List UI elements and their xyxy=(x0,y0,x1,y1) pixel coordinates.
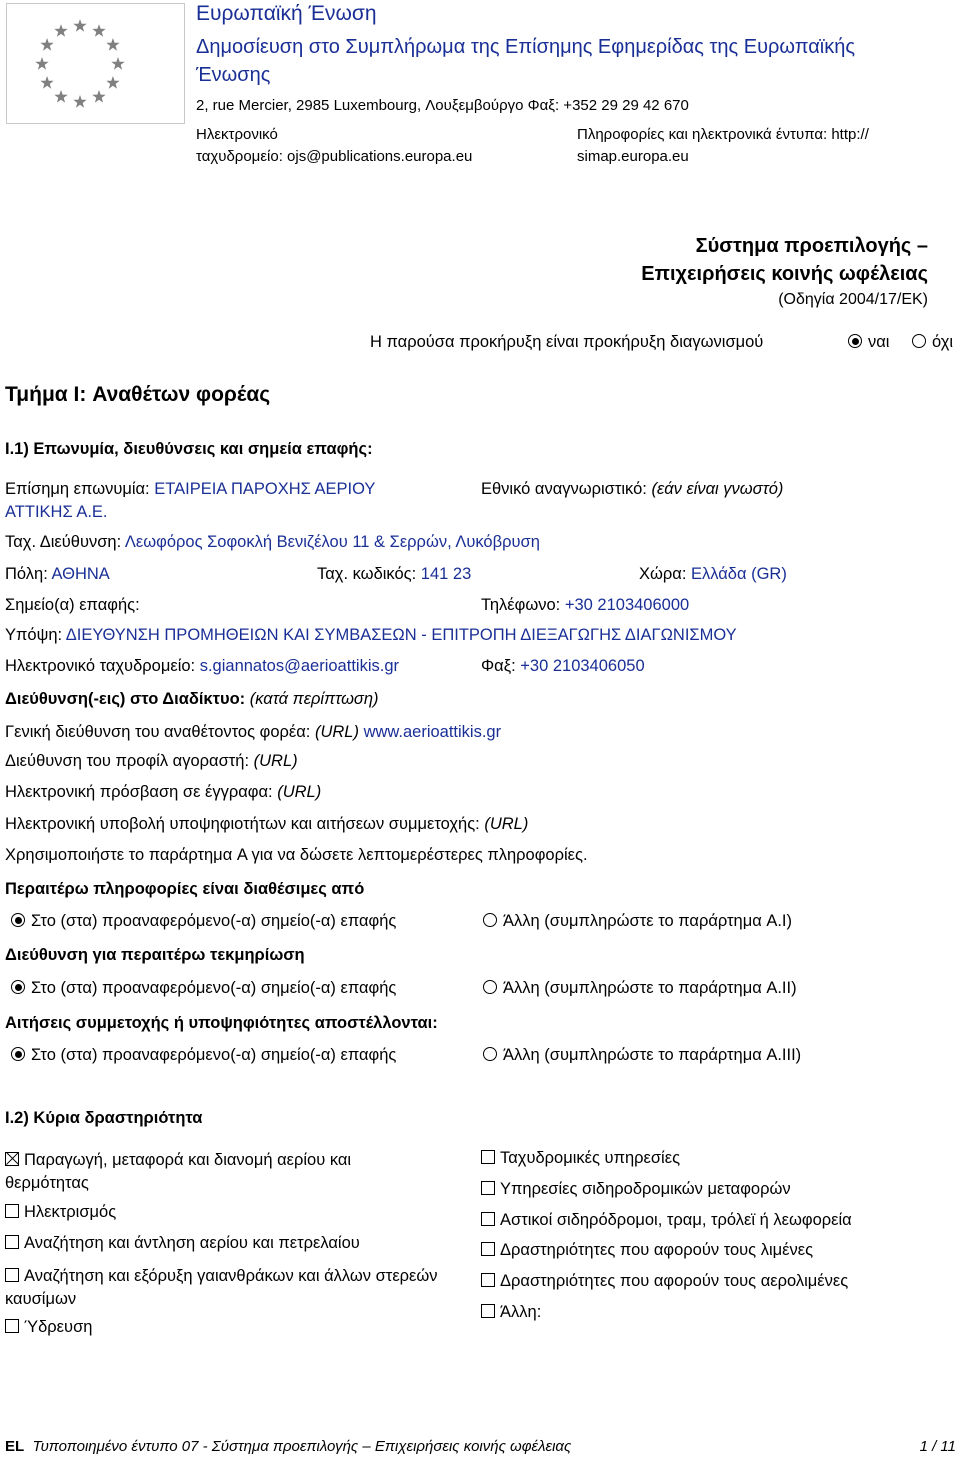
header-email-line2: ταχυδρομείο: ojs@publications.europa.eu xyxy=(196,148,473,165)
contact-point-label: Σημείο(α) επαφής: xyxy=(5,596,140,614)
eu-stars-icon xyxy=(7,4,184,123)
activity-right-4[interactable]: Δραστηριότητες που αφορούν τους αερολιμένες xyxy=(481,1272,848,1291)
docs-title: Διεύθυνση για περαιτέρω τεκμηρίωση xyxy=(5,946,305,964)
star-icon xyxy=(111,57,124,70)
national-id-row: Εθνικό αναγνωριστικό: (εάν είναι γνωστό) xyxy=(481,480,784,498)
postcode-row: Ταχ. κωδικός: 141 23 xyxy=(317,565,472,583)
further-info-title: Περαιτέρω πληροφορίες είναι διαθέσιμες από xyxy=(5,880,365,898)
attention-value: ΔΙΕΥΘΥΝΣΗ ΠΡΟΜΗΘΕΙΩΝ ΚΑΙ ΣΥΜΒΑΣΕΩΝ - ΕΠΙΤΡΟΠΗ ΔΙΕΞΑΓΩΓΗΣ ΔΙΑΓΩΝΙΣΜΟΥ xyxy=(65,626,737,644)
header-email-line1: Ηλεκτρονικό xyxy=(196,126,278,143)
phone-value: +30 2103406000 xyxy=(564,596,690,614)
annex-note: Χρησιμοποιήστε το παράρτημα A για να δώσετε λεπτομερέστερες πληροφορίες. xyxy=(5,846,588,864)
phone-row: Τηλέφωνο: +30 2103406000 xyxy=(481,596,690,614)
subsection-1-2-title: I.2) Κύρια δραστηριότητα xyxy=(5,1109,203,1127)
activity-right-1[interactable]: Υπηρεσίες σιδηροδρομικών μεταφορών xyxy=(481,1180,791,1199)
postcode-value: 141 23 xyxy=(420,565,472,583)
electronic-submission-row: Ηλεκτρονική υποβολή υποψηφιοτήτων και αιτήσεων συμμετοχής: (URL) xyxy=(5,815,529,833)
email-row: Ηλεκτρονικό ταχυδρομείο: s.giannatos@aerioattikis.gr xyxy=(5,657,399,675)
activity-right-5[interactable]: Άλλη: xyxy=(481,1303,541,1322)
header-info-line2: simap.europa.eu xyxy=(577,148,689,165)
notice-yes-option[interactable]: ναι xyxy=(848,333,889,352)
radio-selected-icon[interactable] xyxy=(11,980,25,994)
further-info-above-option[interactable]: Στο (στα) προαναφερόμενο(-α) σημείο(-α) επαφής xyxy=(11,912,396,931)
subsection-1-1-title: I.1) Επωνυμία, διευθύνσεις και σημεία επαφής: xyxy=(5,440,373,458)
radio-unselected-icon[interactable] xyxy=(483,1047,497,1061)
checkbox-icon[interactable] xyxy=(5,1268,19,1282)
eu-emblem xyxy=(6,3,185,124)
form-title-line1: Σύστημα προεπιλογής – xyxy=(695,235,928,257)
radio-unselected-icon[interactable] xyxy=(483,913,497,927)
form-directive: (Οδηγία 2004/17/ΕΚ) xyxy=(778,291,928,308)
star-icon xyxy=(35,57,48,70)
activity-left-2[interactable]: Αναζήτηση και άντληση αερίου και πετρελαίου xyxy=(5,1234,360,1253)
footer xyxy=(5,1438,571,1455)
country-row: Χώρα: Ελλάδα (GR) xyxy=(639,565,787,583)
applications-title: Αιτήσεις συμμετοχής ή υποψηφιότητες αποστέλλονται: xyxy=(5,1014,438,1032)
radio-selected-icon[interactable] xyxy=(11,913,25,927)
checkbox-icon[interactable] xyxy=(5,1319,19,1333)
checkbox-icon[interactable] xyxy=(481,1242,495,1256)
star-icon xyxy=(54,24,67,37)
fax-row: Φαξ: +30 2103406050 xyxy=(481,657,645,675)
star-icon xyxy=(40,38,53,51)
docs-above-option[interactable]: Στο (στα) προαναφερόμενο(-α) σημείο(-α) επαφής xyxy=(11,979,396,998)
checkbox-icon[interactable] xyxy=(5,1235,19,1249)
official-name-row: Επίσημη επωνυμία: ΕΤΑΙΡΕΙΑ ΠΑΡΟΧΗΣ ΑΕΡΙΟΥ xyxy=(5,480,376,498)
applications-other-option[interactable]: Άλλη (συμπληρώστε το παράρτημα A.III) xyxy=(483,1046,801,1065)
notice-question-label: Η παρούσα προκήρυξη είναι προκήρυξη διαγωνισμού xyxy=(370,333,764,351)
general-address-link[interactable]: www.aerioattikis.gr xyxy=(363,723,502,741)
header-address: 2, rue Mercier, 2985 Luxembourg, Λουξεμβούργο Φαξ: +352 29 29 42 670 xyxy=(196,97,689,114)
footer-lang: EL xyxy=(5,1438,25,1455)
city-row: Πόλη: ΑΘΗΝΑ xyxy=(5,565,110,583)
form-title-line2: Επιχειρήσεις κοινής ωφέλειας xyxy=(641,263,928,285)
activity-right-0[interactable]: Ταχυδρομικές υπηρεσίες xyxy=(481,1149,680,1168)
checkbox-icon[interactable] xyxy=(5,1204,19,1218)
general-address-row: Γενική διεύθυνση του αναθέτοντος φορέα: (URL) www.aerioattikis.gr xyxy=(5,723,502,741)
official-name-value: ΕΤΑΙΡΕΙΑ ΠΑΡΟΧΗΣ ΑΕΡΙΟΥ xyxy=(154,480,376,498)
star-icon xyxy=(54,90,67,103)
header-title: Ευρωπαϊκή Ένωση xyxy=(196,2,377,25)
star-icon xyxy=(73,95,86,108)
checkbox-icon[interactable] xyxy=(481,1212,495,1226)
applications-above-option[interactable]: Στο (στα) προαναφερόμενο(-α) σημείο(-α) επαφής xyxy=(11,1046,396,1065)
email-value[interactable]: s.giannatos@aerioattikis.gr xyxy=(199,657,399,675)
header-subtitle-line1: Δημοσίευση στο Συμπλήρωμα της Επίσημης Εφημερίδας της Ευρωπαϊκής xyxy=(196,36,855,58)
star-icon xyxy=(106,38,119,51)
activity-right-2[interactable]: Αστικοί σιδηρόδρομοι, τραμ, τρόλεϊ ή λεωφορεία xyxy=(481,1211,852,1230)
star-icon xyxy=(106,76,119,89)
radio-unselected-icon[interactable] xyxy=(912,334,926,348)
star-icon xyxy=(92,90,105,103)
checkbox-icon[interactable] xyxy=(481,1304,495,1318)
activity-right-3[interactable]: Δραστηριότητες που αφορούν τους λιμένες xyxy=(481,1241,813,1260)
docs-other-option[interactable]: Άλλη (συμπληρώστε το παράρτημα A.II) xyxy=(483,979,797,998)
activity-left-4[interactable]: Ύδρευση xyxy=(5,1318,92,1337)
activity-left-1[interactable]: Ηλεκτρισμός xyxy=(5,1203,116,1222)
radio-selected-icon[interactable] xyxy=(848,334,862,348)
star-icon xyxy=(40,76,53,89)
section-title: Τμήμα I: Αναθέτων φορέας xyxy=(5,383,271,406)
header-info-line1: Πληροφορίες και ηλεκτρονικά έντυπα: http:// xyxy=(577,126,869,143)
activity-left-0[interactable]: Παραγωγή, μεταφορά και διανομή αερίου και θερμότητας xyxy=(5,1151,352,1192)
footer-page-number: 1 / 11 xyxy=(919,1438,956,1455)
postal-address-value: Λεωφόρος Σοφοκλή Βενιζέλου 11 & Σερρών, Λυκόβρυση xyxy=(124,533,540,551)
postal-address-row: Ταχ. Διεύθυνση: Λεωφόρος Σοφοκλή Βενιζέλου 11 & Σερρών, Λυκόβρυση xyxy=(5,533,540,551)
country-value: Ελλάδα (GR) xyxy=(691,565,787,583)
city-value: ΑΘΗΝΑ xyxy=(51,565,110,583)
checkbox-icon[interactable] xyxy=(481,1150,495,1164)
checkbox-checked-icon[interactable] xyxy=(5,1152,19,1166)
buyer-profile-row: Διεύθυνση του προφίλ αγοραστή: (URL) xyxy=(5,752,298,770)
footer-form-name: Τυποποιημένο έντυπο 07 - Σύστημα προεπιλογής – Επιχειρήσεις κοινής ωφέλειας xyxy=(32,1438,572,1455)
activity-left-3[interactable]: Αναζήτηση και εξόρυξη γαιανθράκων και άλλων στερεών καυσίμων xyxy=(5,1267,438,1308)
star-icon xyxy=(92,24,105,37)
official-name-value-line2: ΑΤΤΙΚΗΣ Α.Ε. xyxy=(5,503,108,521)
notice-no-option[interactable]: όχι xyxy=(912,333,953,352)
header-subtitle-line2: Ένωσης xyxy=(196,64,271,86)
electronic-access-row: Ηλεκτρονική πρόσβαση σε έγγραφα: (URL) xyxy=(5,783,322,801)
checkbox-icon[interactable] xyxy=(481,1273,495,1287)
checkbox-icon[interactable] xyxy=(481,1181,495,1195)
fax-value: +30 2103406050 xyxy=(520,657,645,675)
internet-addresses-heading: Διεύθυνση(-εις) στο Διαδίκτυο: (κατά περίπτωση) xyxy=(5,690,379,708)
radio-unselected-icon[interactable] xyxy=(483,980,497,994)
star-icon xyxy=(73,19,86,32)
further-info-other-option[interactable]: Άλλη (συμπληρώστε το παράρτημα A.I) xyxy=(483,912,792,931)
radio-selected-icon[interactable] xyxy=(11,1047,25,1061)
attention-row: Υπόψη: ΔΙΕΥΘΥΝΣΗ ΠΡΟΜΗΘΕΙΩΝ ΚΑΙ ΣΥΜΒΑΣΕΩΝ - ΕΠΙΤΡΟΠΗ ΔΙΕΞΑΓΩΓΗΣ ΔΙΑΓΩΝΙΣΜΟΥ xyxy=(5,626,737,644)
